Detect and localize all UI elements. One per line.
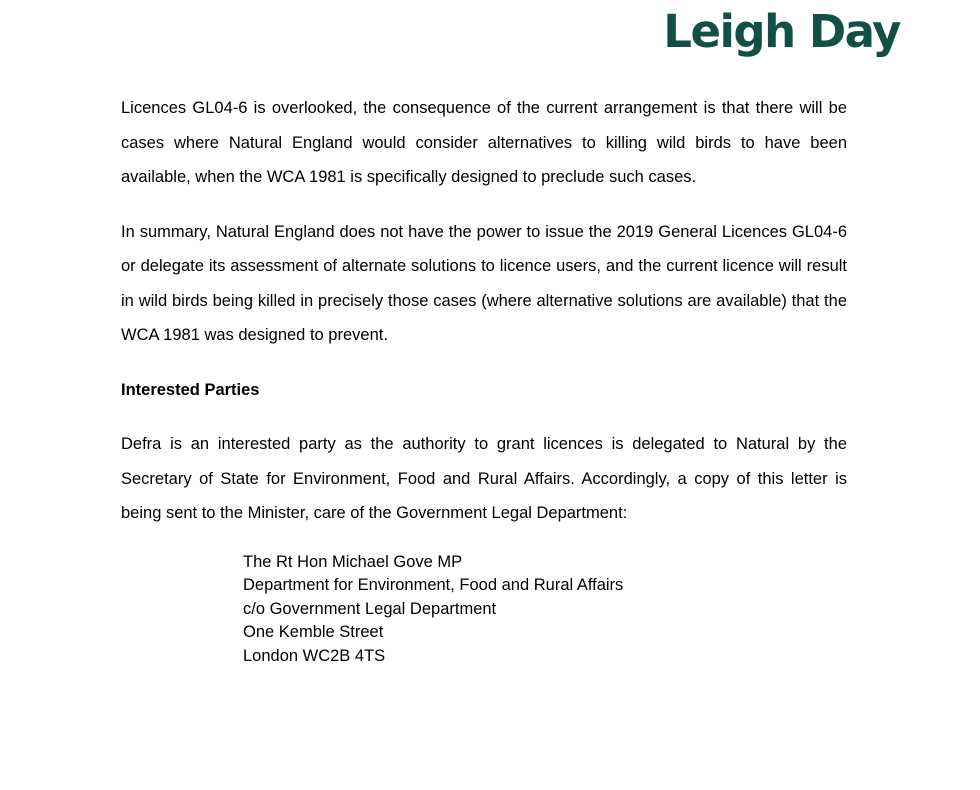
address-line-department: Department for Environment, Food and Rural Affairs: [243, 576, 624, 594]
recipient-address-block: [243, 551, 847, 669]
address-line-city-postcode: London WC2B 4TS: [243, 646, 386, 665]
address-line-recipient-name: The Rt Hon Michael Gove MP: [243, 552, 463, 571]
paragraph-licences-overlooked: Licences GL04-6 is overlooked, the consequence of the current arrangement is that there will be cases where Natural England would consider alternatives to killing wild birds to have been available, when the WCA 1981 is specifically designed to preclude such cases.: [121, 99, 847, 186]
paragraph-summary: In summary, Natural England does not have the power to issue the 2019 General Licences GL04-6 or delegate its assessment of alternate solutions to licence users, and the current licence will result in wild birds being killed in precisely those cases (where alternative solutions are available) that the WCA 1981 was designed to prevent.: [121, 222, 847, 344]
address-line-care-of: c/o Government Legal Department: [243, 599, 497, 618]
letterhead: [0, 4, 900, 66]
leigh-day-logo: Leigh Day: [663, 5, 900, 58]
paragraph-defra: Defra is an interested party as the authority to grant licences is delegated to Natural by the Secretary of State for Environment, Food and Rural Affairs. Accordingly, a copy of this letter is being sent to the Minister, care of the Government Legal Department:: [121, 435, 847, 522]
letter-body: [121, 91, 847, 668]
heading-interested-parties: Interested Parties: [121, 380, 260, 399]
address-line-street: One Kemble Street: [243, 623, 384, 641]
